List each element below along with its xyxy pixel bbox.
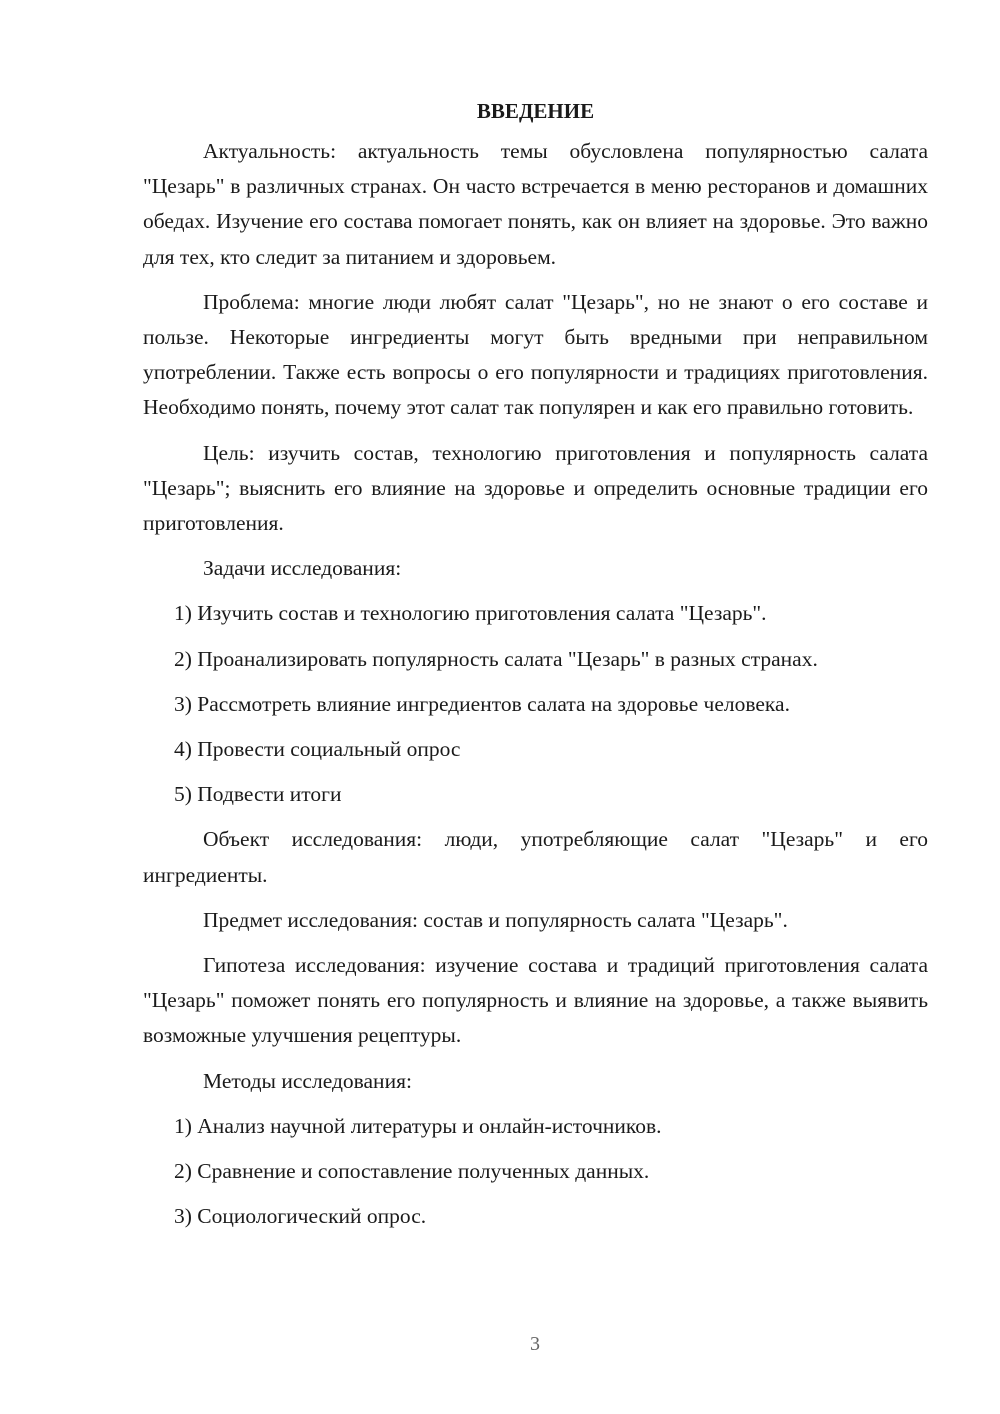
hypothesis-paragraph: Гипотеза исследования: изучение состава и традиций приготовления салата "Цезарь" поможет понять его популярность и влияние на здоровье, а также выявить возможные улучшения рецептуры. (143, 953, 928, 1048)
methods-heading: Методы исследования: (203, 1068, 412, 1093)
task-item: 1) Изучить состав и технологию приготовления салата "Цезарь". (174, 601, 767, 626)
method-item: 2) Сравнение и сопоставление полученных данных. (174, 1159, 650, 1184)
object-paragraph: Объект исследования: люди, употребляющие салат "Цезарь" и его ингредиенты. (143, 827, 928, 887)
method-item: 1) Анализ научной литературы и онлайн-источников. (174, 1113, 662, 1138)
task-item: 2) Проанализировать популярность салата "Цезарь" в разных странах. (174, 646, 818, 671)
document-page (143, 96, 928, 1244)
page-number: 3 (530, 1333, 540, 1355)
method-item: 3) Социологический опрос. (174, 1204, 427, 1229)
task-item: 4) Провести социальный опрос (174, 737, 461, 762)
task-item: 3) Рассмотреть влияние ингредиентов салата на здоровье человека. (174, 691, 790, 716)
task-item: 5) Подвести итоги (174, 782, 342, 807)
problem-paragraph: Проблема: многие люди любят салат "Цезарь", но не знают о его составе и пользе. Некоторые ингредиенты могут быть вредными при неправильном употреблении. Также есть вопросы о его популярности и традициях приготовления. Необходимо понять, почему этот салат так популярен и как его правильно готовить. (143, 289, 928, 420)
section-title: ВВЕДЕНИЕ (476, 99, 595, 123)
goal-paragraph: Цель: изучить состав, технологию приготовления и популярность салата "Цезарь"; выяснить его влияние на здоровье и определить основные традиции его приготовления. (143, 440, 928, 536)
subject-paragraph: Предмет исследования: состав и популярность салата "Цезарь". (203, 907, 788, 932)
relevance-paragraph: Актуальность: актуальность темы обусловлена популярностью салата "Цезарь" в различных странах. Он часто встречается в меню ресторанов и домашних обедах. Изучение его состава помогает понять, как он влияет на здоровье. Это важно для тех, кто следит за питанием и здоровьем. (143, 139, 928, 269)
tasks-heading: Задачи исследования: (203, 556, 402, 581)
